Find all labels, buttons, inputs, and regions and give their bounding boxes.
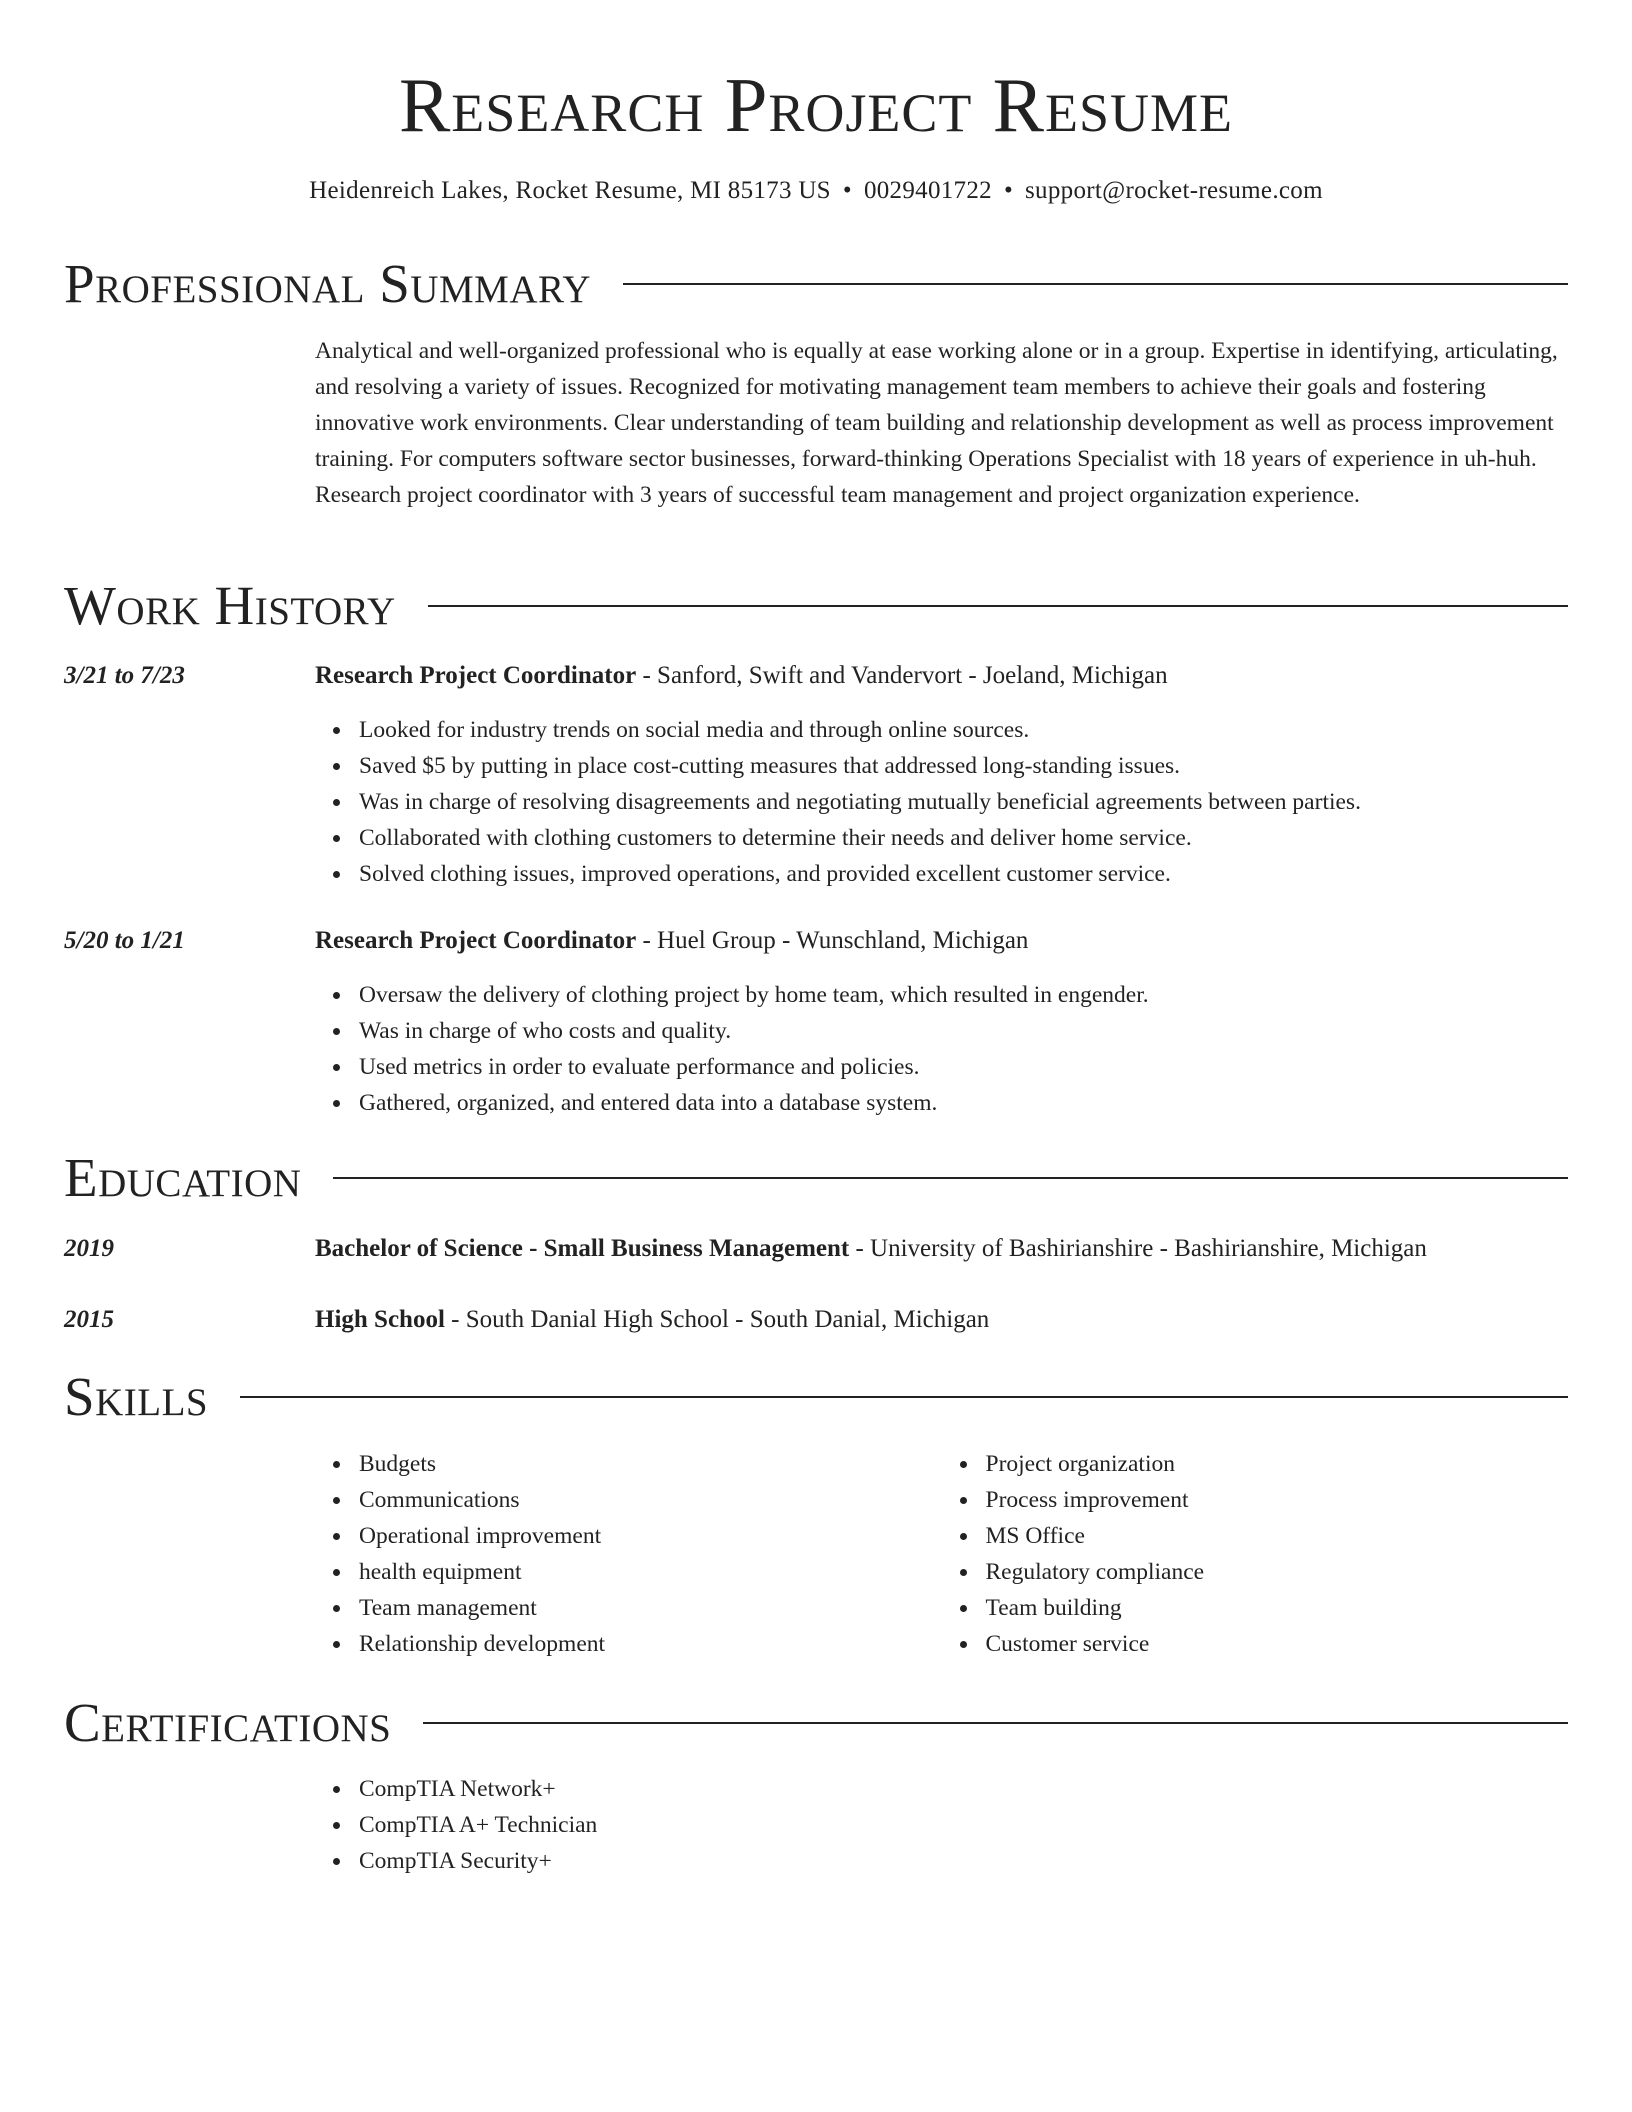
- section-divider: [333, 1177, 1568, 1179]
- resume-name: Research Project Resume: [398, 62, 1234, 148]
- job-title: Research Project Coordinator: [315, 927, 637, 954]
- section-divider: [428, 605, 1568, 607]
- list-item: Oversaw the delivery of clothing project by home team, which resulted in engender.: [359, 977, 1568, 1013]
- skill-item: MS Office: [986, 1518, 1569, 1554]
- section-education-heading: [64, 1147, 1568, 1209]
- section-title: Professional Summary: [64, 253, 592, 314]
- education-year: 2019: [64, 1235, 114, 1262]
- section-title: Skills: [64, 1366, 209, 1427]
- skills-list-left: [315, 1446, 942, 1662]
- job-bullets: [315, 712, 1568, 892]
- skill-item: Project organization: [986, 1446, 1569, 1482]
- education-entry: [315, 1302, 1568, 1338]
- skill-item: Customer service: [986, 1626, 1569, 1662]
- section-work-heading: [64, 575, 1568, 637]
- certification-item: CompTIA Security+: [359, 1843, 1568, 1879]
- section-divider: [423, 1722, 1568, 1724]
- education-details: - University of Bashirianshire - Bashirianshire, Michigan: [849, 1235, 1427, 1262]
- section-certifications-heading: [64, 1692, 1568, 1754]
- skill-item: Communications: [359, 1482, 942, 1518]
- list-item: Collaborated with clothing customers to determine their needs and deliver home service.: [359, 820, 1568, 856]
- skill-item: Budgets: [359, 1446, 942, 1482]
- education-details: - South Danial High School - South Danial, Michigan: [444, 1306, 990, 1333]
- section-divider: [623, 283, 1568, 285]
- list-item: Solved clothing issues, improved operations, and provided excellent customer service.: [359, 856, 1568, 892]
- section-title: Certifications: [64, 1692, 392, 1753]
- education-entry: [315, 1231, 1568, 1267]
- job-entry: [315, 658, 1568, 892]
- skills-list-right: [942, 1446, 1569, 1662]
- job-entry: [315, 923, 1568, 1121]
- section-skills-heading: [64, 1366, 1568, 1428]
- job-title: Research Project Coordinator: [315, 662, 637, 689]
- list-item: Was in charge of resolving disagreements and negotiating mutually beneficial agreements between parties.: [359, 784, 1568, 820]
- education-degree: Bachelor of Science - Small Business Management: [315, 1235, 850, 1262]
- certification-item: CompTIA A+ Technician: [359, 1807, 1568, 1843]
- skill-item: Operational improvement: [359, 1518, 942, 1554]
- education-year: 2015: [64, 1306, 114, 1333]
- education-degree: High School: [315, 1306, 445, 1333]
- certifications-block: [315, 1771, 1568, 1879]
- job-bullets: [315, 977, 1568, 1121]
- job-heading: [315, 923, 1568, 959]
- job-details: - Sanford, Swift and Vandervort - Joeland, Michigan: [636, 662, 1168, 689]
- education-heading: [315, 1302, 1568, 1338]
- section-divider: [240, 1396, 1568, 1398]
- section-title: Education: [64, 1147, 302, 1208]
- skill-item: Team management: [359, 1590, 942, 1626]
- contact-separator: •: [842, 177, 852, 204]
- section-title: Work History: [64, 575, 396, 636]
- contact-email[interactable]: support@rocket-resume.com: [1025, 177, 1323, 204]
- list-item: Was in charge of who costs and quality.: [359, 1013, 1568, 1049]
- contact-phone: 0029401722: [863, 177, 992, 204]
- list-item: Saved $5 by putting in place cost-cutting measures that addressed long-standing issues.: [359, 748, 1568, 784]
- skill-item: health equipment: [359, 1554, 942, 1590]
- education-heading: [315, 1231, 1568, 1267]
- job-details: - Huel Group - Wunschland, Michigan: [636, 927, 1029, 954]
- summary-text: Analytical and well-organized professional who is equally at ease working alone or in a group. Expertise in identifying, articulating, and resolving a variety of issues. Recognized for motivating management team members to achieve their goals and fostering innovative work environments. Clear understanding of team building and relationship development as well as process improvement training. For computers software sector businesses, forward-thinking Operations Specialist with 18 years of experience in uh-huh. Research project coordinator with 3 years of successful team management and project organization experience.: [315, 338, 1558, 508]
- section-summary-heading: [64, 253, 1568, 315]
- skills-grid: [315, 1446, 1568, 1662]
- job-heading: [315, 658, 1568, 694]
- skill-item: Regulatory compliance: [986, 1554, 1569, 1590]
- certification-item: CompTIA Network+: [359, 1771, 1568, 1807]
- list-item: Looked for industry trends on social media and through online sources.: [359, 712, 1568, 748]
- skill-item: Relationship development: [359, 1626, 942, 1662]
- job-dates: 5/20 to 1/21: [64, 927, 185, 954]
- skill-item: Team building: [986, 1590, 1569, 1626]
- certifications-list: [315, 1771, 1568, 1879]
- job-dates: 3/21 to 7/23: [64, 662, 185, 689]
- contact-address: Heidenreich Lakes, Rocket Resume, MI 85173 US: [309, 177, 831, 204]
- list-item: Gathered, organized, and entered data into a database system.: [359, 1085, 1568, 1121]
- skill-item: Process improvement: [986, 1482, 1569, 1518]
- contact-line: [64, 175, 1568, 207]
- list-item: Used metrics in order to evaluate performance and policies.: [359, 1049, 1568, 1085]
- contact-separator: •: [1003, 177, 1014, 204]
